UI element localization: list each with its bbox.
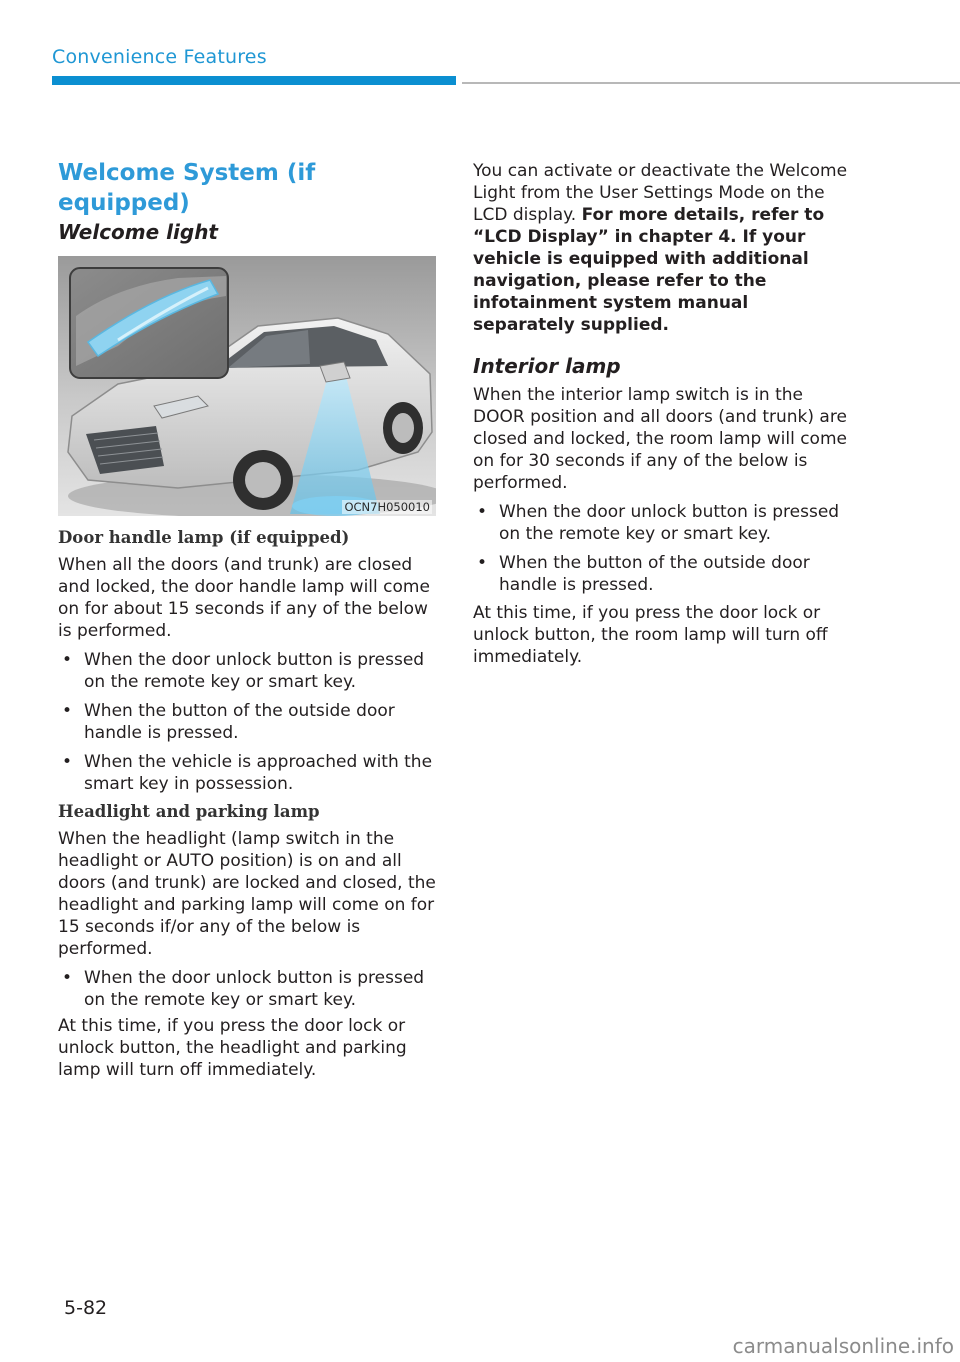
header-rule [462,82,960,84]
welcome-light-settings-text [473,160,853,336]
list-item: • When the button of the outside door handle is pressed. [473,552,853,596]
door-handle-bullets [58,649,438,795]
door-handle-section [58,526,438,795]
settings-text-bold: For more details, refer to “LCD Display” in chapter 4. If your vehicle is equipped with additional navigation, please refer to the infotainment system manual separately supplied. [473,205,825,335]
settings-text-plain: You can activate or deactivate the Welcome Light from the User Settings Mode on the LCD display. [473,161,848,225]
list-item: • When the door unlock button is pressed on the remote key or smart key. [58,649,438,693]
left-column [58,158,438,1081]
headlight-outro: At this time, if you press the door lock or unlock button, the headlight and parking lamp will turn off immediately. [58,1016,407,1080]
car-illustration [58,256,436,516]
list-item: • When the vehicle is approached with the smart key in possession. [58,751,438,795]
door-handle-intro: When all the doors (and trunk) are closed and locked, the door handle lamp will come on for about 15 seconds if any of the below is performed. [58,555,430,641]
running-header: Convenience Features [52,46,267,68]
section-title: Welcome System (if equipped) [58,160,316,216]
watermark: carmanualsonline.info [732,1334,954,1358]
subsection-title-welcome-light: Welcome light [58,220,218,244]
page-number: 5-82 [64,1297,108,1319]
door-handle-heading: Door handle lamp (if equipped) [58,528,350,547]
list-item: • When the door unlock button is pressed on the remote key or smart key. [473,501,853,545]
headlight-heading: Headlight and parking lamp [58,802,320,821]
interior-lamp-intro: When the interior lamp switch is in the DOOR position and all doors (and trunk) are closed and locked, the room lamp will come on for 30 seconds if any of the below is performed. [473,385,847,493]
subsection-title-interior-lamp: Interior lamp [473,354,621,378]
list-item: • When the button of the outside door handle is pressed. [58,700,438,744]
interior-lamp-outro: At this time, if you press the door lock or unlock button, the room lamp will turn off immediately. [473,603,828,667]
header-accent-bar [52,76,456,85]
headlight-bullets [58,967,438,1011]
headlight-intro: When the headlight (lamp switch in the headlight or AUTO position) is on and all doors (and trunk) are locked and closed, the headlight and parking lamp will come on for 15 seconds if/or any of the below is performed. [58,829,436,959]
headlight-section [58,800,438,1081]
figure-caption: OCN7H050010 [344,500,430,514]
welcome-light-figure [58,256,436,516]
list-item: • When the door unlock button is pressed on the remote key or smart key. [58,967,438,1011]
interior-lamp-bullets [473,501,853,596]
right-column [473,160,853,668]
